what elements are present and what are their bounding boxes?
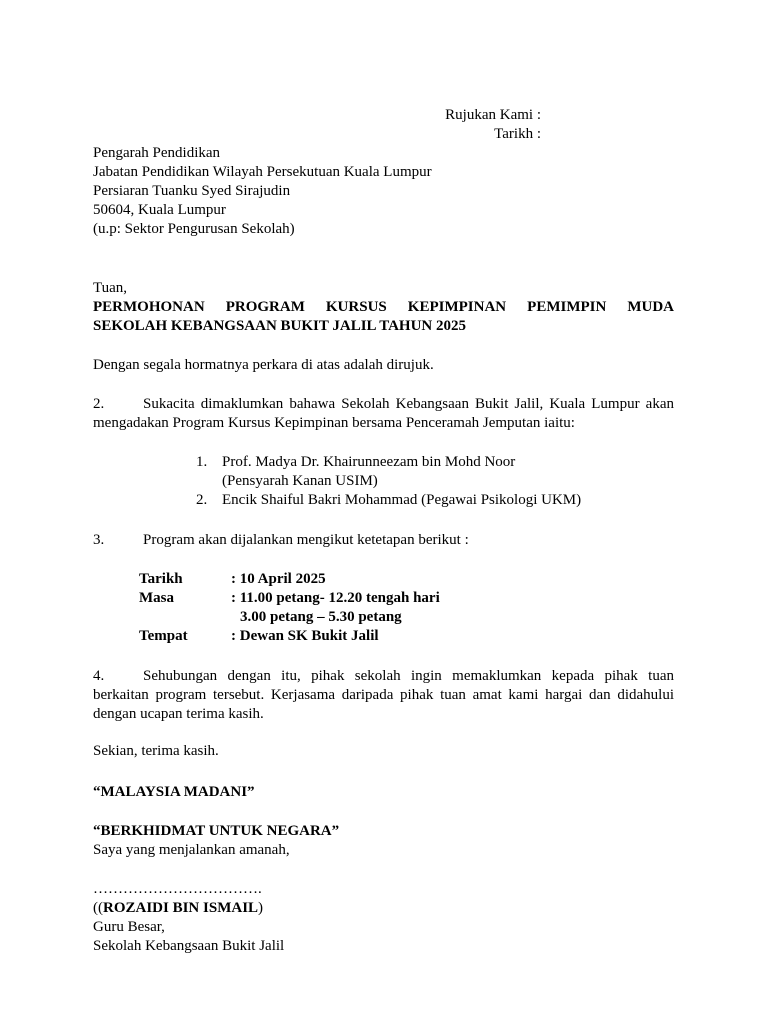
paragraph-2	[93, 395, 674, 433]
detail-value: 3.00 petang – 5.30 petang	[240, 609, 402, 625]
list-number: 1.	[196, 454, 208, 470]
speaker-list	[196, 453, 676, 510]
speaker-name: Encik Shaiful Bakri Mohammad (Pegawai Psikologi UKM)	[222, 492, 582, 508]
recipient-line: 50604, Kuala Lumpur	[93, 202, 226, 218]
detail-value: : Dewan SK Bukit Jalil	[231, 628, 379, 644]
motto-malaysia-madani: “MALAYSIA MADANI”	[93, 784, 255, 800]
paragraph-text: Sehubungan dengan itu, pihak sekolah ingin memaklumkan kepada pihak tuan berkaitan program tersebut. Kerjasama daripada pihak tuan amat kami hargai dan didahului dengan ucapan terima kasih.	[93, 668, 674, 722]
detail-value: : 10 April 2025	[231, 571, 326, 587]
motto-block	[93, 822, 674, 860]
detail-label: Tarikh	[139, 571, 183, 587]
detail-label: Masa	[139, 590, 174, 606]
salutation: Tuan,	[93, 280, 128, 296]
recipient-line: (u.p: Sektor Pengurusan Sekolah)	[93, 221, 295, 237]
paragraph-number: 4.	[93, 668, 105, 684]
speaker-role: (Pensyarah Kanan USIM)	[222, 473, 378, 489]
subject-line: SEKOLAH KEBANGSAAN BUKIT JALIL TAHUN 2025	[93, 318, 467, 334]
paren-close: )	[258, 900, 264, 916]
recipient-line: Pengarah Pendidikan	[93, 145, 221, 161]
recipient-address	[93, 144, 674, 239]
signature-block	[93, 880, 674, 956]
detail-value: : 11.00 petang- 12.20 tengah hari	[231, 590, 440, 606]
list-item	[196, 491, 676, 510]
signatory-title: Guru Besar,	[93, 919, 165, 935]
signatory-name-line	[93, 899, 674, 918]
recipient-line: Jabatan Pendidikan Wilayah Persekutuan Kuala Lumpur	[93, 164, 432, 180]
detail-row	[139, 570, 559, 589]
paragraph-3	[93, 531, 674, 550]
list-item	[196, 453, 676, 472]
detail-label: Tempat	[139, 628, 188, 644]
trust-line: Saya yang menjalankan amanah,	[93, 842, 290, 858]
signatory-organisation: Sekolah Kebangsaan Bukit Jalil	[93, 938, 285, 954]
opening-paragraph: Dengan segala hormatnya perkara di atas adalah dirujuk.	[93, 357, 434, 373]
paren-open: ((	[93, 900, 103, 916]
recipient-line: Persiaran Tuanku Syed Sirajudin	[93, 183, 291, 199]
paragraph-number: 2.	[93, 396, 105, 412]
program-details	[139, 570, 559, 646]
detail-row	[139, 589, 559, 608]
subject-heading	[93, 298, 674, 336]
signatory-name: ROZAIDI BIN ISMAIL	[103, 900, 259, 916]
signature-line: …………………………….	[93, 881, 262, 897]
speaker-name: Prof. Madya Dr. Khairunneezam bin Mohd Noor	[222, 454, 516, 470]
date-label: Tarikh :	[494, 126, 541, 142]
list-number: 2.	[196, 492, 208, 508]
paragraph-text: Program akan dijalankan mengikut ketetapan berikut :	[143, 532, 469, 548]
reference-label: Rujukan Kami :	[445, 107, 541, 123]
detail-row	[139, 627, 559, 646]
paragraph-4	[93, 667, 674, 724]
paragraph-text: Sukacita dimaklumkan bahawa Sekolah Kebangsaan Bukit Jalil, Kuala Lumpur akan mengadakan Program Kursus Kepimpinan bersama Penceramah Jemputan iaitu:	[93, 396, 674, 431]
subject-line: PERMOHONAN PROGRAM KURSUS KEPIMPINAN PEMIMPIN MUDA	[93, 299, 674, 315]
paragraph-number: 3.	[93, 532, 105, 548]
closing-line: Sekian, terima kasih.	[93, 743, 219, 759]
motto-berkhidmat: “BERKHIDMAT UNTUK NEGARA”	[93, 823, 340, 839]
